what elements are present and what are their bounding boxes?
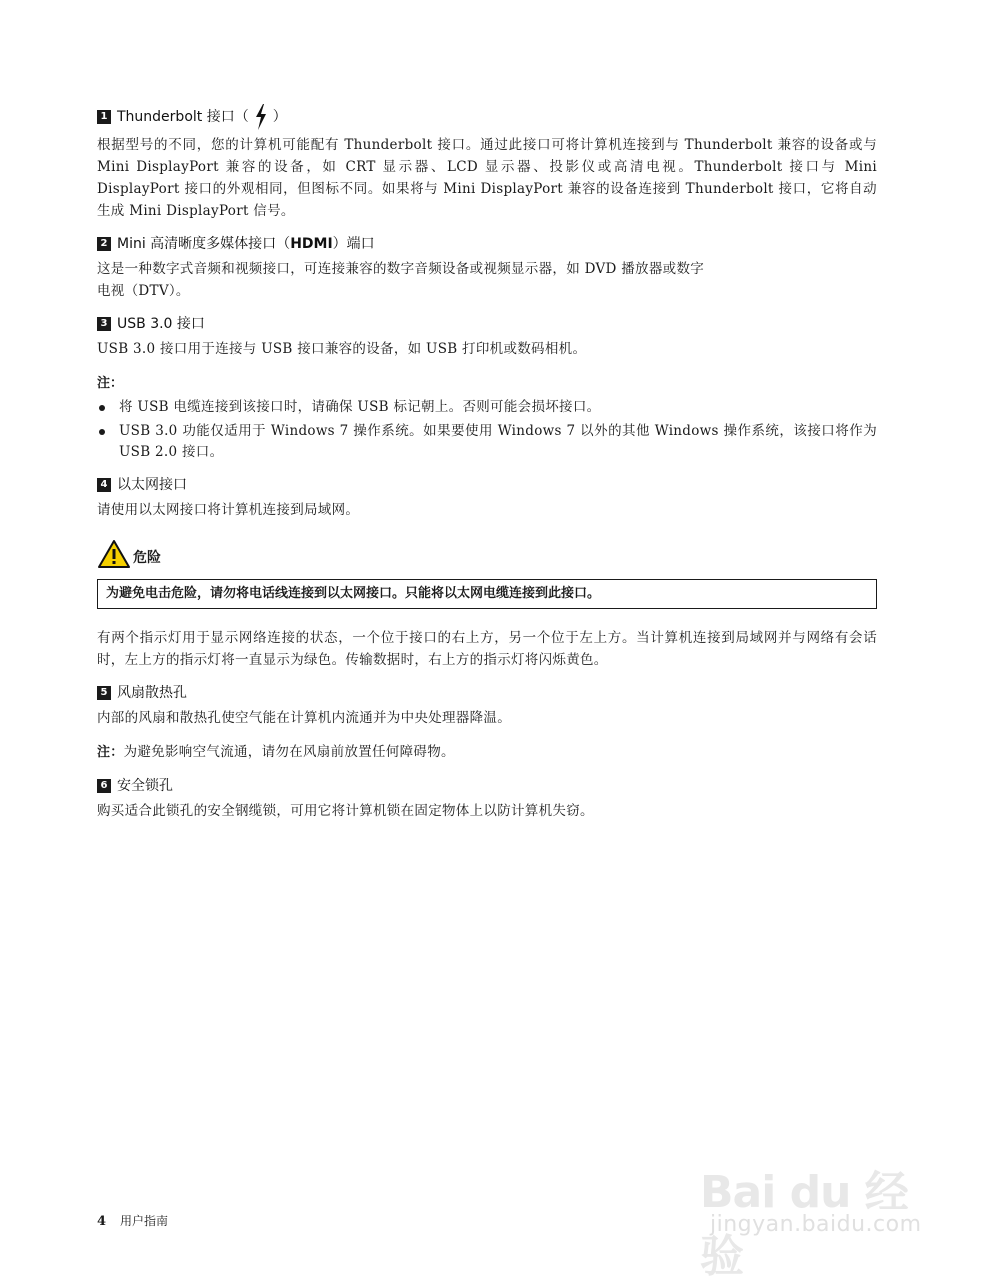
heading-text: USB 3.0 接口 xyxy=(117,316,205,332)
heading-text: 安全锁孔 xyxy=(117,778,173,794)
section-heading xyxy=(97,234,877,254)
heading-text: Mini 高清晰度多媒体接口（ xyxy=(117,236,291,252)
section-number-badge: 1 xyxy=(97,110,111,124)
section-heading xyxy=(97,475,877,495)
heading-text: Thunderbolt 接口（ xyxy=(117,109,249,125)
note-text: 为避免影响空气流通，请勿在风扇前放置任何障碍物。 xyxy=(123,744,455,760)
bullet-icon xyxy=(99,429,105,435)
list-item: 将 USB 电缆连接到该接口时，请确保 USB 标记朝上。否则可能会损坏接口。 xyxy=(97,397,877,418)
heading-text-bold: HDMI xyxy=(290,236,333,252)
heading-text: 风扇散热孔 xyxy=(117,685,187,701)
heading-text: 以太网接口 xyxy=(117,477,187,493)
section-body xyxy=(97,258,877,302)
section-heading xyxy=(97,776,877,796)
section-heading xyxy=(97,683,877,703)
danger-notice-box: 为避免电击危险，请勿将电话线连接到以太网接口。只能将以太网电缆连接到此接口。 xyxy=(97,579,877,609)
baidu-watermark xyxy=(700,1128,940,1280)
section-body: 内部的风扇和散热孔使空气能在计算机内流通并为中央处理器降温。 xyxy=(97,710,511,726)
section-body: 根据型号的不同，您的计算机可能配有 Thunderbolt 接口。通过此接口可将计算机连接到与 Thunderbolt 兼容的设备或与 Mini DisplayPort 兼容的设备，如 CRT 显示器、LCD 显示器、投影仪或高清电视。Thunderbolt 接口与 Mini DisplayPort 接口的外观相同，但图标不同。如果将与 Mini DisplayPort 兼容的设备连接到 Thunderbolt 接口，它将自动生成 Mini DisplayPort 信号。 xyxy=(97,137,877,219)
note-label: 注： xyxy=(97,376,124,391)
page-number: 4 xyxy=(97,1214,107,1229)
watermark-brand: Bai du 经验 xyxy=(700,1167,908,1280)
heading-text-suffix: ）端口 xyxy=(332,236,375,252)
section-heading xyxy=(97,314,877,334)
section-heading xyxy=(97,104,877,130)
section-security-keyhole xyxy=(97,776,877,822)
section-hdmi xyxy=(97,234,877,302)
note-bullet-list xyxy=(97,397,877,463)
heading-text-suffix: ） xyxy=(272,109,287,125)
section-number-badge: 4 xyxy=(97,478,111,492)
watermark-url: jingyan.baidu.com xyxy=(710,1212,922,1237)
section-thunderbolt xyxy=(97,104,877,222)
section-fan-vents xyxy=(97,683,877,764)
section-number-badge: 3 xyxy=(97,317,111,331)
section-body: 购买适合此锁孔的安全钢缆锁，可用它将计算机锁在固定物体上以防计算机失窃。 xyxy=(97,803,594,819)
body-line-2: 电视（DTV）。 xyxy=(97,283,190,299)
list-item: USB 3.0 功能仅适用于 Windows 7 操作系统。如果要使用 Windows 7 以外的其他 Windows 操作系统，该接口将作为 USB 2.0 接口。 xyxy=(97,421,877,463)
section-usb xyxy=(97,314,877,463)
danger-title: 危险 xyxy=(133,550,161,566)
note-label: 注： xyxy=(97,745,124,760)
section-body: USB 3.0 接口用于连接与 USB 接口兼容的设备，如 USB 打印机或数码相机。 xyxy=(97,341,587,357)
section-number-badge: 5 xyxy=(97,686,111,700)
page-footer xyxy=(97,1212,168,1229)
warning-triangle-icon xyxy=(97,539,131,569)
section-number-badge: 6 xyxy=(97,779,111,793)
danger-heading xyxy=(97,539,877,569)
body-line-1: 这是一种数字式音频和视频接口，可连接兼容的数字音频设备或视频显示器，如 DVD 播放器或数字 xyxy=(97,261,705,277)
bullet-icon xyxy=(99,405,105,411)
section-ethernet xyxy=(97,475,877,671)
page-content xyxy=(97,104,877,834)
section-number-badge: 2 xyxy=(97,237,111,251)
thunderbolt-icon xyxy=(253,104,269,130)
section-body: 请使用以太网接口将计算机连接到局域网。 xyxy=(97,502,360,518)
note-paragraph xyxy=(97,741,877,764)
section-body-2: 有两个指示灯用于显示网络连接的状态，一个位于接口的右上方，另一个位于左上方。当计算机连接到局域网并与网络有会话时，左上方的指示灯将一直显示为绿色。传输数据时，右上方的指示灯将闪烁黄色。 xyxy=(97,630,877,668)
guide-title: 用户指南 xyxy=(120,1214,169,1228)
